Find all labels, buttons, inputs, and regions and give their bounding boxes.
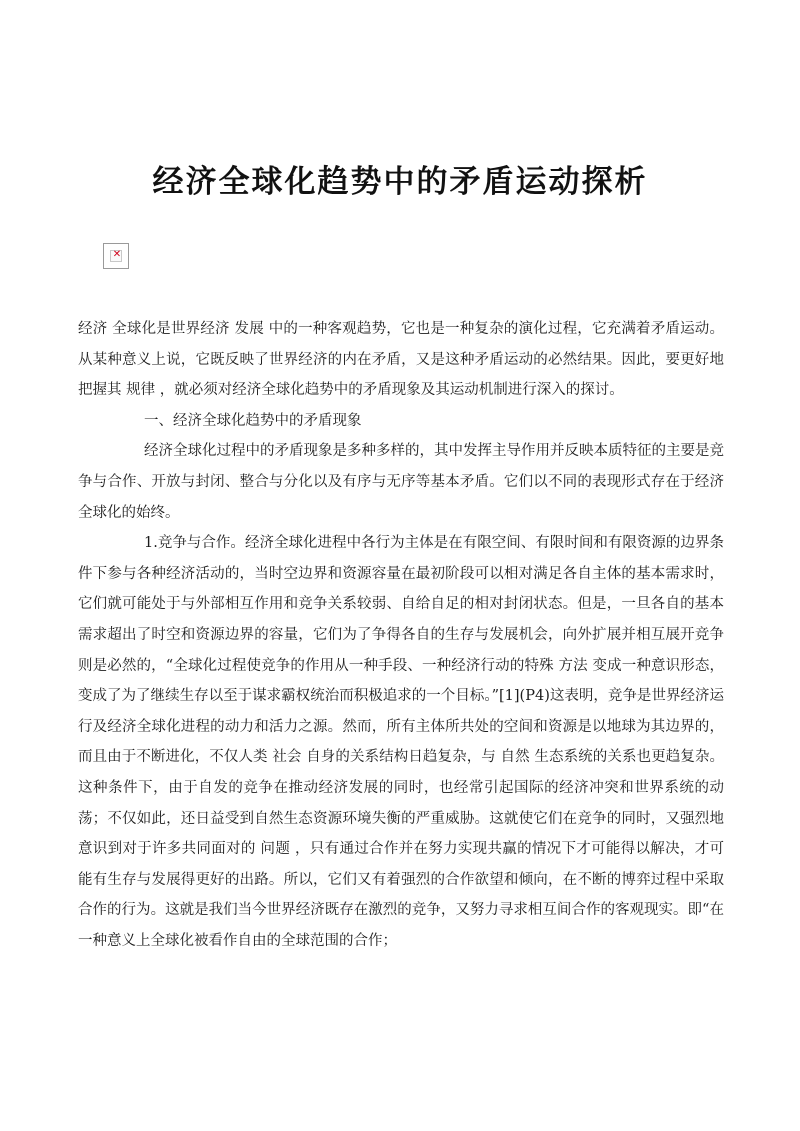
broken-image-icon [103,243,129,269]
body-paragraph: 1.竞争与合作。经济全球化进程中各行为主体是在有限空间、有限时间和有限资源的边界条件下参与各种经济活动的，当时空边界和资源容量在最初阶段可以相对满足各自主体的基本需求时，它们就可能处于与外部相互作用和竞争关系较弱、自给自足的相对封闭状态。但是，一旦各自的基本需求超出了时空和资源边界的容量，它们为了争得各自的生存与发展机会，向外扩展并相互展开竞争则是必然的，“全球化过程使竞争的作用从一种手段、一种经济行动的特殊 方法 变成一种意识形态，变成了为了继续生存以至于谋求霸权统治而积极追求的一个目标。”[1](P4)这表明，竞争是世界经济运行及经济全球化进程的动力和活力之源。然而，所有主体所共处的空间和资源是以地球为其边界的，而且由于不断进化，不仅人类 社会 自身的关系结构日趋复杂，与 自然 生态系统的关系也更趋复杂。这种条件下，由于自发的竞争在推动经济发展的同时，也经常引起国际的经济冲突和世界系统的动荡；不仅如此，还日益受到自然生态资源环境失衡的严重威胁。这就使它们在竞争的同时，又强烈地意识到对于许多共同面对的 问题 ，只有通过合作并在努力实现共赢的情况下才可能得以解决，才可能有生存与发展得更好的出路。所以，它们又有着强烈的合作欲望和倾向，在不断的博弈过程中采取合作的行为。这就是我们当今世界经济既存在激烈的竞争，又努力寻求相互间合作的客观现实。即“在一种意义上全球化被看作自由的全球范围的合作； [78,535,724,949]
document-title: 经济全球化趋势中的矛盾运动探析 [152,164,648,200]
error-x-icon: ✕ [112,249,122,260]
document-body [78,314,724,956]
image-frame [110,250,122,262]
body-paragraph: 经济全球化过程中的矛盾现象是多种多样的，其中发挥主导作用并反映本质特征的主要是竞争与合作、开放与封闭、整合与分化以及有序与无序等基本矛盾。它们以不同的表现形式存在于经济全球化的始终。 [78,443,724,521]
section-heading: 一、经济全球化趋势中的矛盾现象 [144,412,362,429]
intro-paragraph: 经济 全球化是世界经济 发展 中的一种客观趋势，它也是一种复杂的演化过程，它充满着矛盾运动。从某种意义上说，它既反映了世界经济的内在矛盾，又是这种矛盾运动的必然结果。因此，要更好地把握其 规律 ，就必须对经济全球化趋势中的矛盾现象及其运动机制进行深入的探讨。 [78,321,724,399]
